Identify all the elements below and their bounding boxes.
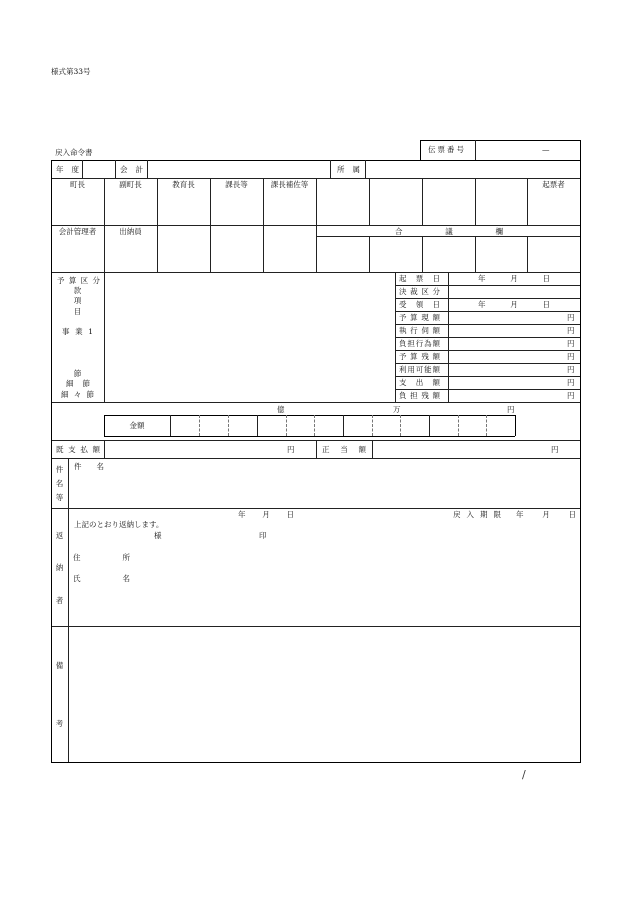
table-rule bbox=[395, 324, 580, 325]
approver-label: 教育長 bbox=[172, 180, 195, 189]
amount-man-unit: 万 bbox=[393, 405, 401, 414]
approver-label: 副町長 bbox=[119, 180, 142, 189]
return-date: 年 月 日 bbox=[238, 510, 294, 519]
amount-row-label: 予 算 残 額 bbox=[399, 352, 440, 361]
table-rule bbox=[51, 458, 580, 459]
approver-label: 町長 bbox=[70, 180, 85, 189]
amount-digit-group-divider bbox=[170, 415, 171, 436]
amount-label: 金額 bbox=[129, 421, 145, 430]
subject-side-label: 等 bbox=[55, 493, 64, 502]
account-label: 会 計 bbox=[120, 165, 143, 174]
outer-bottom-border bbox=[51, 762, 581, 763]
table-rule bbox=[104, 440, 105, 458]
amount-yen-unit: 円 bbox=[507, 405, 515, 414]
seal-label: 印 bbox=[259, 531, 267, 540]
table-rule bbox=[157, 178, 158, 272]
slip-box-top-border bbox=[420, 140, 580, 141]
slip-number-label: 伝票番号 bbox=[428, 145, 466, 154]
budget-kan-label: 款 bbox=[73, 286, 82, 295]
amount-oku-unit: 億 bbox=[277, 405, 285, 414]
draft-date-value: 年 月 日 bbox=[478, 274, 550, 283]
approver-label: 課長補佐等 bbox=[270, 180, 309, 189]
budget-setsu-label: 節 bbox=[73, 369, 82, 378]
drafter-label: 起票者 bbox=[542, 180, 565, 189]
table-rule bbox=[210, 178, 211, 272]
receipt-date-value: 年 月 日 bbox=[478, 300, 550, 309]
amount-row-label: 支 出 額 bbox=[399, 378, 440, 387]
table-rule bbox=[104, 178, 105, 272]
amount-row-unit: 円 bbox=[567, 326, 575, 335]
table-rule bbox=[51, 626, 580, 627]
outer-top-border bbox=[51, 160, 580, 161]
subject-name-label: 件 名 bbox=[74, 462, 104, 471]
amount-row-unit: 円 bbox=[567, 352, 575, 361]
approver-label: 出納員 bbox=[119, 227, 142, 236]
subject-side-label: 名 bbox=[55, 479, 64, 488]
table-rule bbox=[422, 178, 423, 225]
page-mark: / bbox=[522, 768, 526, 781]
amount-row-label: 執 行 伺 額 bbox=[399, 326, 440, 335]
form-title: 戻入命令書 bbox=[55, 148, 93, 157]
proper-amount-label: 正 当 額 bbox=[322, 445, 366, 454]
table-rule bbox=[372, 440, 373, 458]
table-rule bbox=[475, 178, 476, 225]
table-rule bbox=[395, 285, 580, 286]
amount-row-label: 予 算 現 額 bbox=[399, 313, 440, 322]
table-rule bbox=[395, 272, 396, 402]
budget-project-label: 事 業 1 bbox=[62, 327, 93, 336]
remarks-side-label: 考 bbox=[55, 719, 64, 728]
amount-digit-separator bbox=[458, 415, 459, 436]
amount-row-unit: 円 bbox=[567, 391, 575, 400]
amount-digit-group-divider bbox=[429, 415, 430, 436]
amount-digit-separator bbox=[400, 415, 401, 436]
table-rule bbox=[147, 160, 148, 178]
table-rule bbox=[395, 337, 580, 338]
paid-amount-label: 既 支 払 額 bbox=[56, 445, 100, 454]
outer-right-border bbox=[580, 160, 581, 763]
proper-amount-unit: 円 bbox=[551, 445, 559, 454]
table-rule bbox=[316, 236, 580, 237]
name-label: 氏 名 bbox=[73, 574, 130, 583]
draft-date-label: 起 票 日 bbox=[399, 274, 440, 283]
amount-digit-group-divider bbox=[343, 415, 344, 436]
slip-box-right-border bbox=[580, 140, 581, 160]
budget-saisetsu-label: 細 節 bbox=[66, 379, 90, 388]
amount-digit-separator bbox=[314, 415, 315, 436]
amount-box-bottom-border bbox=[104, 436, 515, 437]
paid-amount-unit: 円 bbox=[287, 445, 295, 454]
table-rule bbox=[330, 160, 331, 178]
amount-row-unit: 円 bbox=[567, 378, 575, 387]
amount-digit-separator bbox=[372, 415, 373, 436]
department-label: 所 属 bbox=[337, 165, 360, 174]
table-rule bbox=[395, 350, 580, 351]
table-rule bbox=[369, 236, 370, 272]
amount-digit-group-divider bbox=[257, 415, 258, 436]
table-rule bbox=[51, 272, 580, 273]
table-rule bbox=[316, 440, 317, 458]
returner-side-label: 返 bbox=[55, 531, 64, 540]
table-rule bbox=[395, 376, 580, 377]
table-rule bbox=[263, 178, 264, 272]
table-rule bbox=[51, 402, 580, 403]
table-rule bbox=[68, 458, 69, 762]
amount-box-right-border bbox=[515, 415, 516, 436]
returner-side-label: 者 bbox=[55, 596, 64, 605]
table-rule bbox=[395, 311, 580, 312]
table-rule bbox=[51, 508, 580, 509]
honorific-label: 様 bbox=[154, 531, 162, 540]
receipt-date-label: 受 領 日 bbox=[399, 300, 440, 309]
budget-saisaisetsu-label: 細 々 節 bbox=[61, 390, 94, 399]
return-statement: 上記のとおり返納します。 bbox=[74, 520, 164, 529]
amount-row-label: 利用可能額 bbox=[399, 365, 440, 374]
table-rule bbox=[422, 236, 423, 272]
table-rule bbox=[365, 160, 366, 178]
table-rule bbox=[316, 178, 317, 272]
outer-left-border bbox=[51, 160, 52, 762]
slip-box-left-border bbox=[420, 140, 421, 160]
form-number: 様式第33号 bbox=[51, 67, 91, 76]
table-rule bbox=[395, 389, 580, 390]
returner-side-label: 納 bbox=[55, 563, 64, 572]
slip-box-divider bbox=[475, 140, 476, 160]
table-rule bbox=[395, 363, 580, 364]
amount-row-label: 負担行為額 bbox=[399, 339, 440, 348]
amount-row-unit: 円 bbox=[567, 339, 575, 348]
remarks-side-label: 備 bbox=[55, 661, 64, 670]
table-rule bbox=[448, 272, 449, 402]
table-rule bbox=[82, 160, 83, 178]
table-rule bbox=[395, 298, 580, 299]
amount-row-unit: 円 bbox=[567, 365, 575, 374]
approver-label: 会計管理者 bbox=[58, 227, 97, 236]
consultation-header: 合 議 欄 bbox=[395, 227, 503, 236]
table-rule bbox=[369, 178, 370, 225]
address-label: 住 所 bbox=[73, 553, 130, 562]
budget-moku-label: 目 bbox=[73, 307, 82, 316]
fiscal-year-label: 年 度 bbox=[56, 165, 79, 174]
decision-type-label: 決 裁 区 分 bbox=[399, 287, 440, 296]
amount-digit-separator bbox=[199, 415, 200, 436]
table-rule bbox=[475, 236, 476, 272]
amount-digit-separator bbox=[228, 415, 229, 436]
budget-kou-label: 項 bbox=[73, 296, 82, 305]
amount-digit-separator bbox=[486, 415, 487, 436]
approver-label: 課長等 bbox=[225, 180, 248, 189]
table-rule bbox=[104, 272, 105, 402]
return-deadline-label: 戻 入 期 限 bbox=[453, 510, 501, 519]
return-deadline-date: 年 月 日 bbox=[516, 510, 576, 519]
amount-row-unit: 円 bbox=[567, 313, 575, 322]
budget-category-label: 予 算 区 分 bbox=[57, 276, 100, 285]
amount-row-label: 負 担 残 額 bbox=[399, 391, 440, 400]
table-rule bbox=[527, 236, 528, 272]
amount-box-top-border bbox=[104, 415, 515, 416]
slip-number-value: — bbox=[542, 145, 550, 154]
table-rule bbox=[115, 160, 116, 178]
subject-side-label: 件 bbox=[55, 465, 64, 474]
amount-digit-separator bbox=[286, 415, 287, 436]
